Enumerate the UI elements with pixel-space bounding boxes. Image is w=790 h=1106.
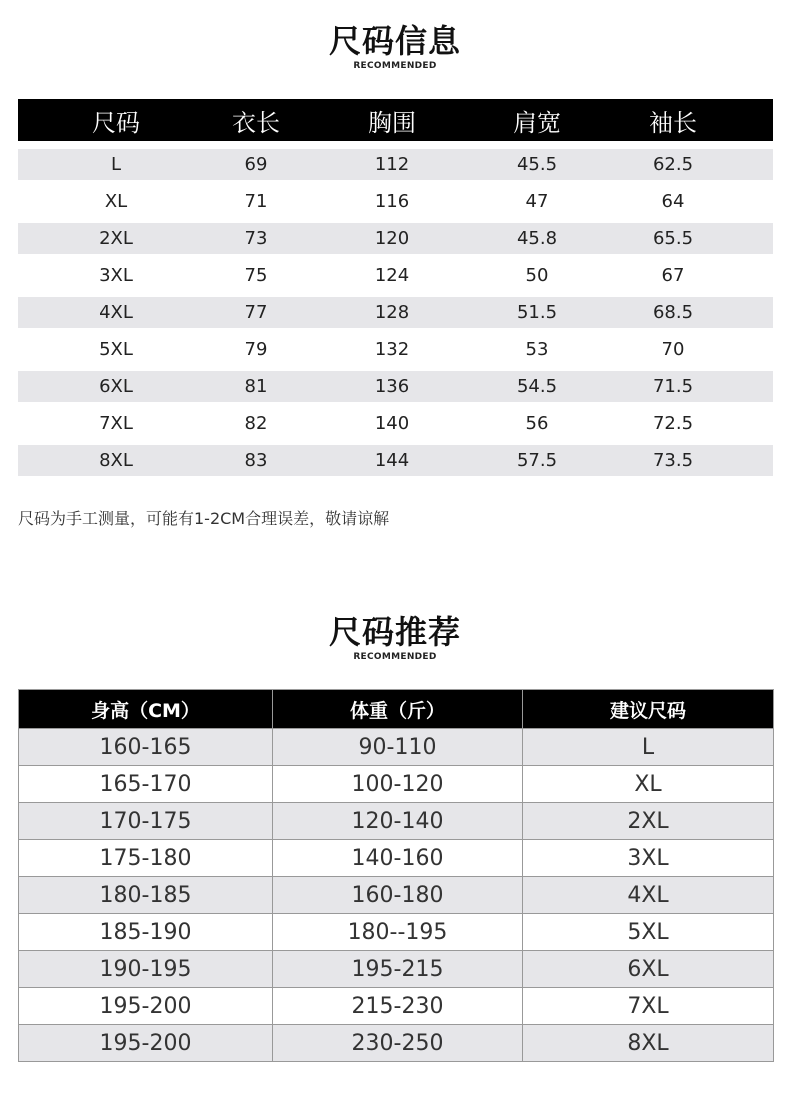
cell-weight: 215-230 bbox=[273, 988, 523, 1025]
table-row bbox=[18, 149, 773, 180]
cell-height: 175-180 bbox=[19, 840, 273, 877]
cell-length: 79 bbox=[244, 339, 268, 360]
cell-chest: 140 bbox=[374, 413, 410, 434]
header-size: 尺码 bbox=[92, 108, 140, 137]
cell-height: 165-170 bbox=[19, 766, 273, 803]
cell-shoulder: 47 bbox=[525, 191, 549, 212]
cell-length: 69 bbox=[244, 154, 268, 175]
cell-shoulder: 57.5 bbox=[516, 450, 558, 471]
cell-suggested-size: 2XL bbox=[523, 803, 774, 840]
cell-chest: 144 bbox=[374, 450, 410, 471]
size-info-heading bbox=[0, 22, 790, 72]
cell-chest: 132 bbox=[374, 339, 410, 360]
cell-sleeve: 64 bbox=[661, 191, 685, 212]
header-height: 身高（CM） bbox=[19, 690, 273, 729]
cell-size: 4XL bbox=[99, 302, 133, 323]
cell-length: 71 bbox=[244, 191, 268, 212]
measurement-note: 尺码为手工测量，可能有1-2CM合理误差，敬请谅解 bbox=[18, 509, 390, 528]
cell-shoulder: 53 bbox=[525, 339, 549, 360]
header-shoulder: 肩宽 bbox=[513, 108, 561, 137]
table-row bbox=[18, 408, 773, 439]
size-info-title: 尺码信息 bbox=[328, 22, 461, 60]
cell-shoulder: 51.5 bbox=[516, 302, 558, 323]
cell-length: 82 bbox=[244, 413, 268, 434]
table-row bbox=[18, 297, 773, 328]
cell-length: 81 bbox=[244, 376, 268, 397]
cell-chest: 120 bbox=[374, 228, 410, 249]
table-row bbox=[18, 186, 773, 217]
cell-height: 180-185 bbox=[19, 877, 273, 914]
cell-weight: 140-160 bbox=[273, 840, 523, 877]
cell-chest: 136 bbox=[374, 376, 410, 397]
cell-height: 160-165 bbox=[19, 729, 273, 766]
cell-chest: 124 bbox=[374, 265, 410, 286]
cell-height: 190-195 bbox=[19, 951, 273, 988]
cell-weight: 180--195 bbox=[273, 914, 523, 951]
cell-length: 75 bbox=[244, 265, 268, 286]
cell-height: 195-200 bbox=[19, 988, 273, 1025]
table-row bbox=[19, 914, 774, 951]
table-row bbox=[18, 260, 773, 291]
size-recommend-subtitle: RECOMMENDED bbox=[353, 652, 437, 662]
cell-size: 5XL bbox=[99, 339, 133, 360]
table-row bbox=[19, 877, 774, 914]
cell-sleeve: 71.5 bbox=[652, 376, 694, 397]
cell-shoulder: 56 bbox=[525, 413, 549, 434]
table-row bbox=[19, 1025, 774, 1062]
cell-shoulder: 54.5 bbox=[516, 376, 558, 397]
cell-weight: 120-140 bbox=[273, 803, 523, 840]
table-row bbox=[19, 951, 774, 988]
cell-sleeve: 70 bbox=[661, 339, 685, 360]
cell-chest: 112 bbox=[374, 154, 410, 175]
cell-suggested-size: 7XL bbox=[523, 988, 774, 1025]
cell-weight: 90-110 bbox=[273, 729, 523, 766]
cell-suggested-size: L bbox=[523, 729, 774, 766]
cell-suggested-size: 3XL bbox=[523, 840, 774, 877]
cell-sleeve: 72.5 bbox=[652, 413, 694, 434]
table-row bbox=[18, 223, 773, 254]
table-row bbox=[18, 334, 773, 365]
cell-suggested-size: 6XL bbox=[523, 951, 774, 988]
cell-shoulder: 45.8 bbox=[516, 228, 558, 249]
cell-length: 73 bbox=[244, 228, 268, 249]
size-info-header-row bbox=[18, 99, 773, 141]
size-recommend-title: 尺码推荐 bbox=[328, 613, 461, 651]
cell-weight: 100-120 bbox=[273, 766, 523, 803]
cell-size: 6XL bbox=[99, 376, 133, 397]
cell-height: 185-190 bbox=[19, 914, 273, 951]
header-length: 衣长 bbox=[232, 108, 280, 137]
cell-chest: 116 bbox=[374, 191, 410, 212]
cell-weight: 160-180 bbox=[273, 877, 523, 914]
cell-weight: 230-250 bbox=[273, 1025, 523, 1062]
size-recommend-header-row bbox=[19, 690, 774, 729]
cell-size: XL bbox=[104, 191, 128, 212]
cell-height: 195-200 bbox=[19, 1025, 273, 1062]
cell-weight: 195-215 bbox=[273, 951, 523, 988]
cell-height: 170-175 bbox=[19, 803, 273, 840]
cell-size: L bbox=[110, 154, 122, 175]
header-sleeve: 袖长 bbox=[649, 108, 697, 137]
size-recommend-table bbox=[18, 689, 774, 1062]
cell-suggested-size: XL bbox=[523, 766, 774, 803]
table-row bbox=[18, 371, 773, 402]
size-recommend-heading bbox=[0, 613, 790, 663]
cell-sleeve: 62.5 bbox=[652, 154, 694, 175]
cell-shoulder: 50 bbox=[525, 265, 549, 286]
size-info-subtitle: RECOMMENDED bbox=[353, 61, 437, 71]
cell-sleeve: 73.5 bbox=[652, 450, 694, 471]
cell-size: 3XL bbox=[99, 265, 133, 286]
cell-chest: 128 bbox=[374, 302, 410, 323]
cell-sleeve: 67 bbox=[661, 265, 685, 286]
cell-suggested-size: 8XL bbox=[523, 1025, 774, 1062]
table-row bbox=[19, 766, 774, 803]
cell-size: 8XL bbox=[99, 450, 133, 471]
cell-shoulder: 45.5 bbox=[516, 154, 558, 175]
cell-sleeve: 68.5 bbox=[652, 302, 694, 323]
header-suggested-size: 建议尺码 bbox=[523, 690, 774, 729]
table-row bbox=[19, 803, 774, 840]
cell-suggested-size: 5XL bbox=[523, 914, 774, 951]
table-row bbox=[19, 840, 774, 877]
cell-size: 2XL bbox=[99, 228, 133, 249]
cell-length: 83 bbox=[244, 450, 268, 471]
header-chest: 胸围 bbox=[368, 108, 416, 137]
cell-suggested-size: 4XL bbox=[523, 877, 774, 914]
table-row bbox=[19, 729, 774, 766]
size-info-table bbox=[18, 99, 773, 476]
table-row bbox=[19, 988, 774, 1025]
table-row bbox=[18, 445, 773, 476]
header-weight: 体重（斤） bbox=[273, 690, 523, 729]
cell-sleeve: 65.5 bbox=[652, 228, 694, 249]
cell-length: 77 bbox=[244, 302, 268, 323]
cell-size: 7XL bbox=[99, 413, 133, 434]
